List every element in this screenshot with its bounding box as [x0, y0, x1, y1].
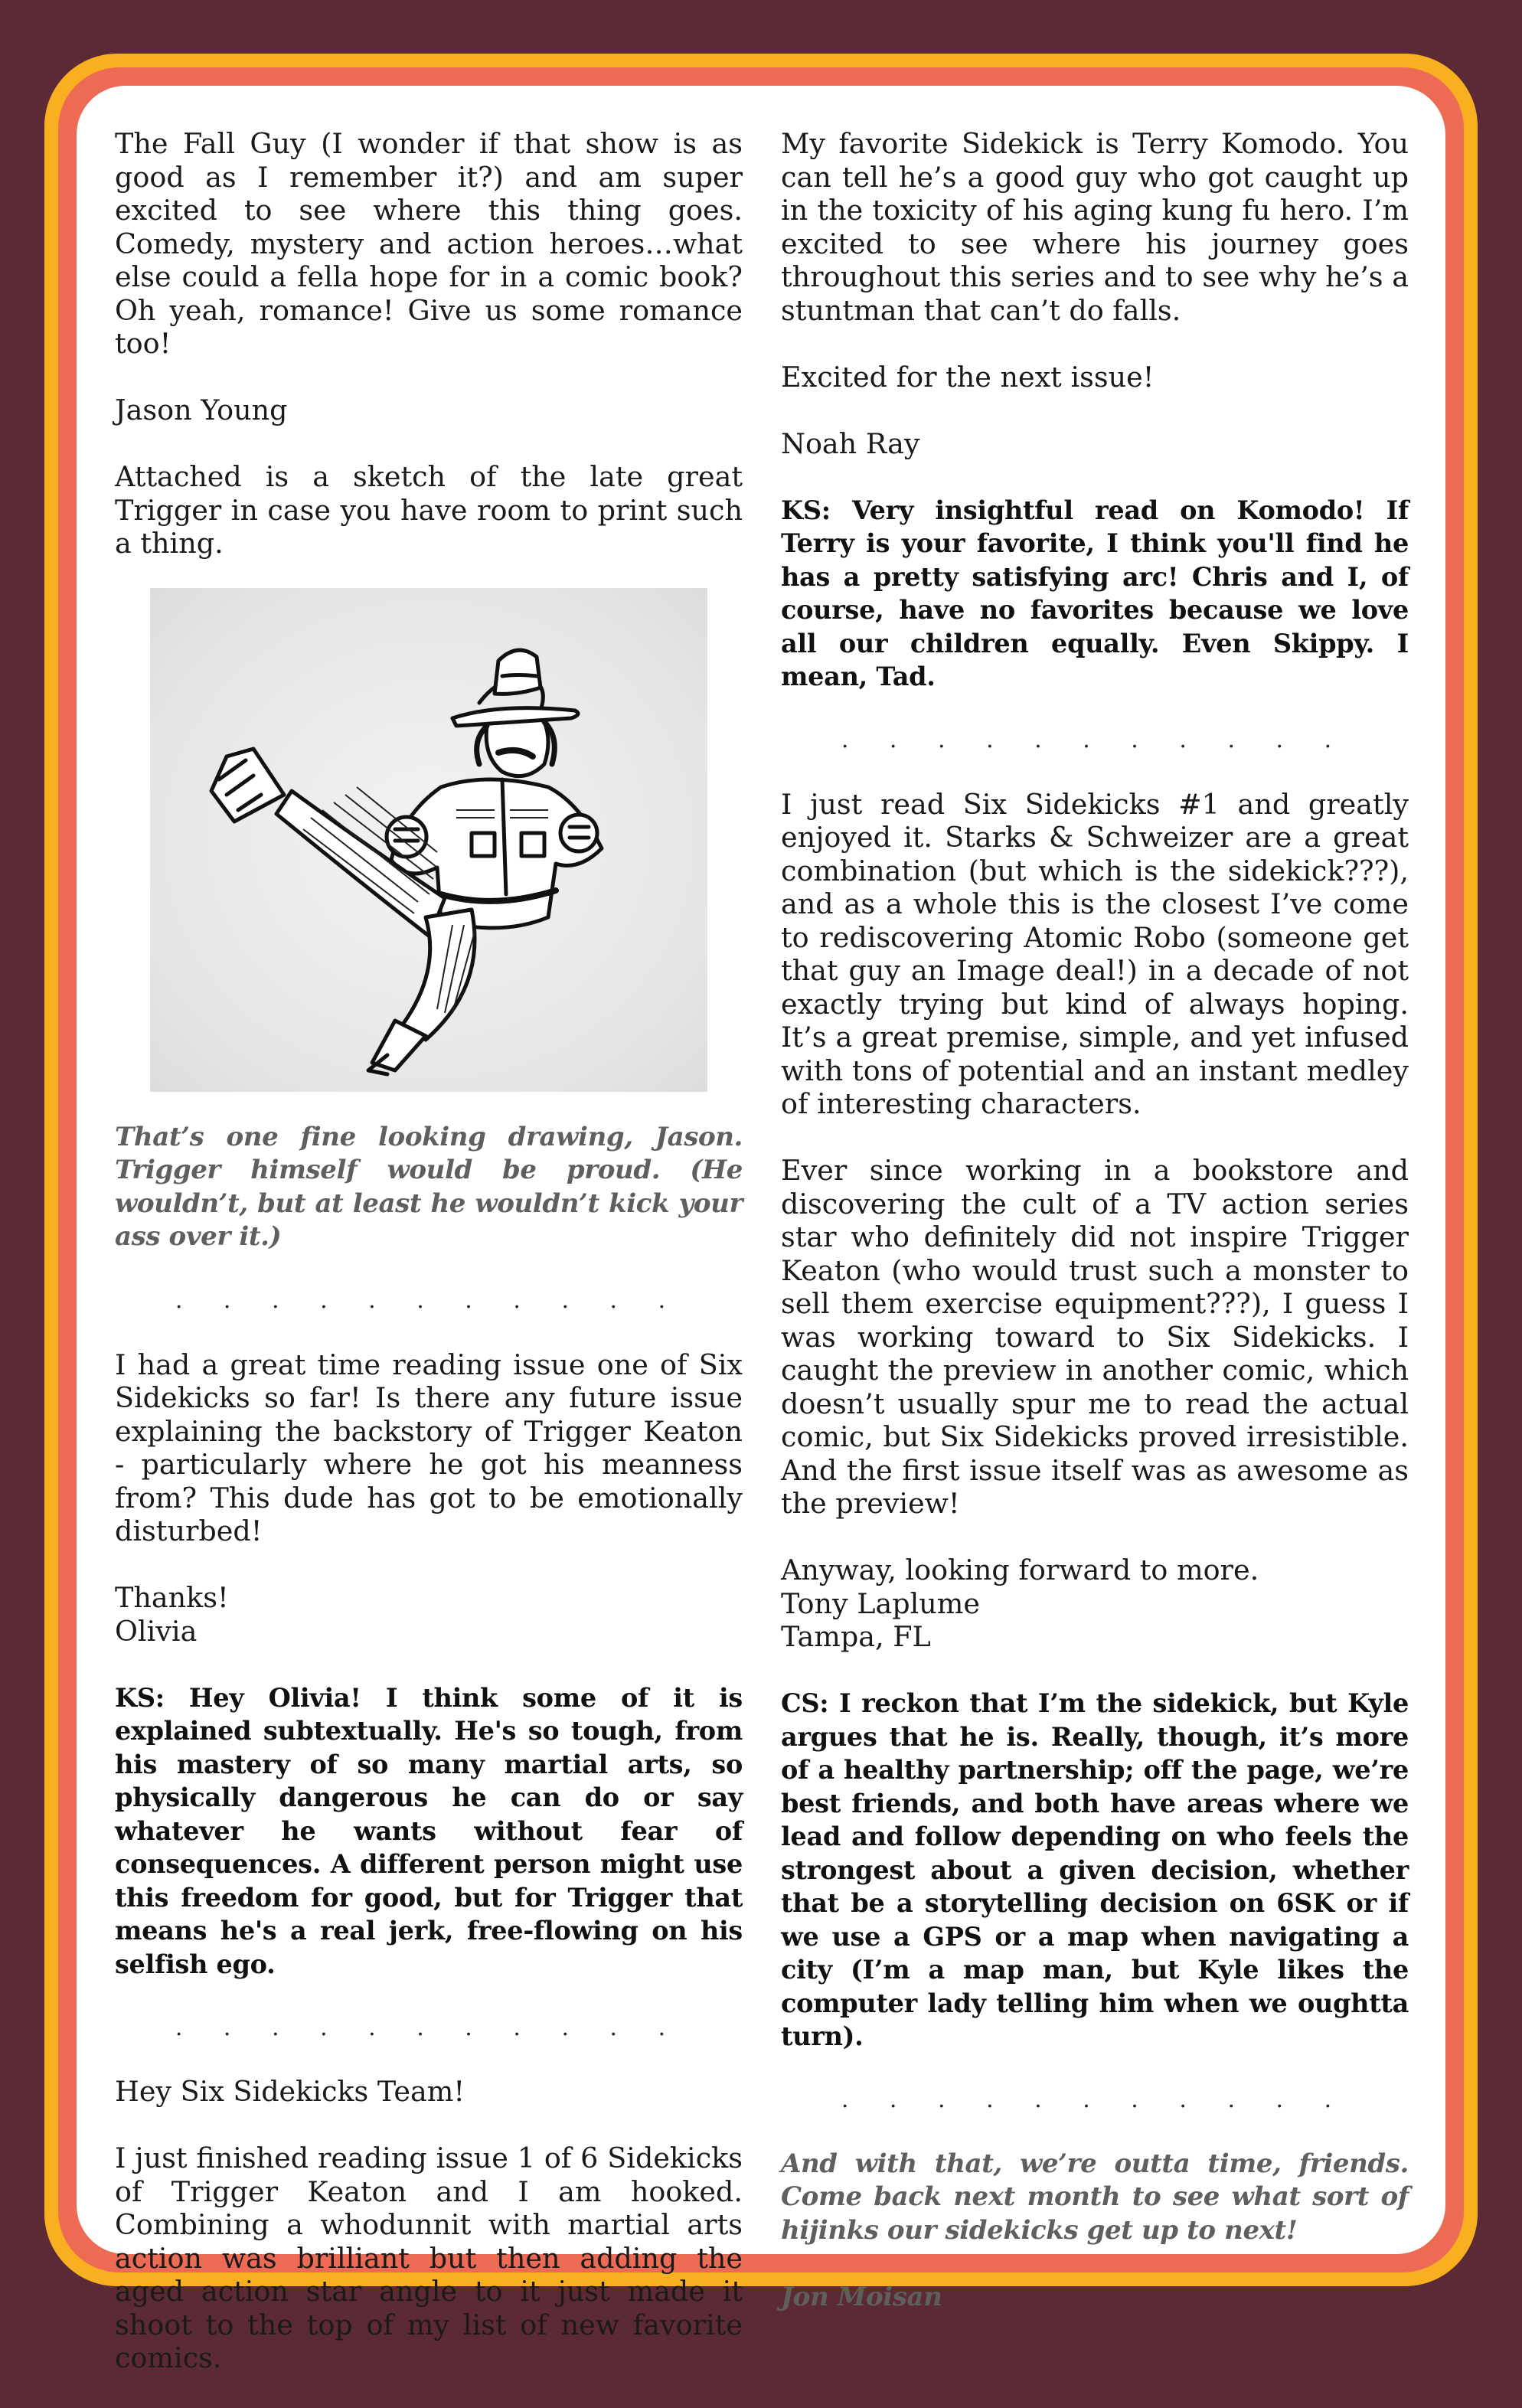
- letter-signature: Jason Young: [115, 394, 288, 426]
- letter-text: My favorite Sidekick is Terry Komodo. You can tell he’s a good guy who got caught up in the toxicity of his aging kung fu hero. I’m excited to see where his journey goes throughout this series and to see why he’s a stuntman that can’t do falls.: [781, 127, 1409, 327]
- editor-reply: KS: Hey Olivia! I think some of it is explained subtextually. He's so tough, from his mastery of so many martial arts, so physically dangerous he can do or say whatever he wants without fear of consequences. A different person might use this freedom for good, but for Trigger that means he's a real jerk, free-flowing on his selfish ego.: [115, 1682, 743, 1979]
- right-column: [781, 127, 1409, 2348]
- letter-signature: Tony Laplume: [781, 1586, 980, 1620]
- section-divider: . . . . . . . . . . .: [175, 1287, 683, 1314]
- left-column: [115, 127, 743, 2408]
- kicking-cowboy-drawing: [150, 588, 707, 1092]
- trigger-sketch-image: [150, 588, 707, 1092]
- section-divider: . . . . . . . . . . .: [841, 727, 1349, 753]
- letter-signature: Olivia: [115, 1614, 198, 1648]
- letter-text: Attached is a sketch of the late great Trigger in case you have room to print such a thing.: [115, 460, 743, 560]
- letter-signoff: Anyway, looking forward to more.: [781, 1554, 1259, 1586]
- letter-signoff: Thanks!: [115, 1581, 229, 1614]
- letter-text: The Fall Guy (I wonder if that show is as good as I remember it?) and am super excited to see where this thing goes. Comedy, mystery and action heroes…what else could a fella hope for in a comic book? Oh yeah, romance! Give us some romance too!: [115, 127, 743, 360]
- letter-text: I had a great time reading issue one of Six Sidekicks so far! Is there any future issue explaining the backstory of Trigger Keaton - particularly where he got his meanness from? This dude has got to be emotionally disturbed!: [115, 1348, 743, 1547]
- letter-text: Ever since working in a bookstore and discovering the cult of a TV action series star who definitely did not inspire Trigger Keaton (who would trust such a monster to sell them exercise equipment???), I guess I was working toward to Six Sidekicks. I caught the preview in another comic, which doesn’t usually spur me to read the actual comic, but Six Sidekicks proved irresistible. And the first issue itself was as awesome as the preview!: [781, 1154, 1409, 1520]
- editor-reply: KS: Very insightful read on Komodo! If Terry is your favorite, I think you'll find he has a pretty satisfying arc! Chris and I, of course, have no favorites because we love all our children equally. Even Skippy. I mean, Tad.: [781, 495, 1409, 691]
- editor-reply: CS: I reckon that I’m the sidekick, but Kyle argues that he is. Really, though, it’s more of a healthy partnership; off the page, we’re best friends, and both have areas where we lead and follow depending on who feels the strongest about a given decision, whether that be a storytelling decision on 6SK or if we use a GPS or a map when navigating a city (I’m a map man, but Kyle likes the computer lady telling him when we oughtta turn).: [781, 1688, 1409, 2051]
- letter-text: Excited for the next issue!: [781, 360, 1155, 394]
- letter-text: I just finished reading issue 1 of 6 Sidekicks of Trigger Keaton and I am hooked. Combining a whodunnit with martial arts action was brilliant but then adding the aged action star angle to it just made it shoot to the top of my list of new favorite comics.: [115, 2142, 743, 2374]
- editor-reply: That’s one fine looking drawing, Jason. Trigger himself would be proud. (He wouldn’t, but at least he wouldn’t kick your ass over it.): [115, 1121, 743, 1252]
- letter-text: I just read Six Sidekicks #1 and greatly enjoyed it. Starks & Schweizer are a great combination (but which is the sidekick???), and as a whole this is the closest I’ve come to rediscovering Atomic Robo (someone get that guy an Image deal!) in a decade of not exactly trying but kind of always hoping. It’s a great premise, simple, and yet infused with tons of potential and an instant medley of interesting characters.: [781, 787, 1409, 1120]
- closing-message: And with that, we’re outta time, friends. Come back next month to see what sort of hijinks our sidekicks get up to next!: [781, 2148, 1409, 2246]
- letter-signature: Noah Ray: [781, 426, 920, 460]
- section-divider: . . . . . . . . . . .: [841, 2086, 1349, 2113]
- editor-signature: Jon Moisan: [781, 2281, 942, 2312]
- section-divider: . . . . . . . . . . .: [175, 2014, 683, 2041]
- letter-greeting: Hey Six Sidekicks Team!: [115, 2075, 465, 2108]
- letter-location: Tampa, FL: [781, 1620, 931, 1653]
